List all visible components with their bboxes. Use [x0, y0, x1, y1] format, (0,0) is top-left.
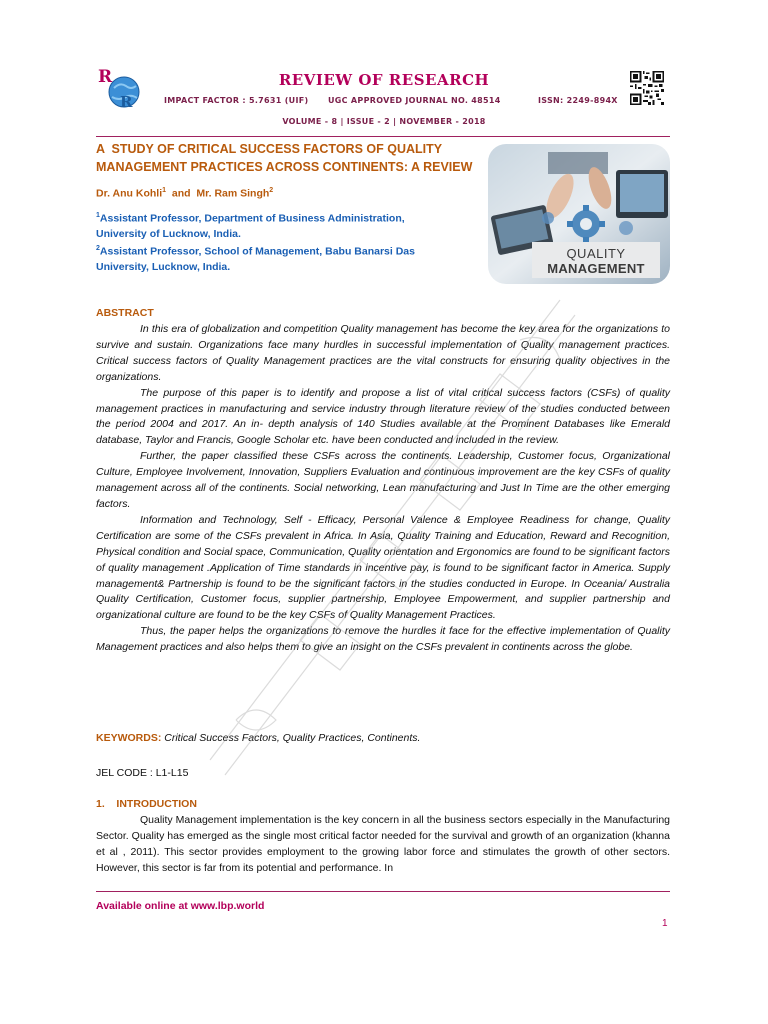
- page-number: 1: [662, 918, 668, 929]
- abstract-heading: ABSTRACT: [96, 307, 154, 319]
- header-divider: [96, 136, 670, 137]
- image-caption-line-2: MANAGEMENT: [547, 261, 645, 276]
- volume-issue: VOLUME - 8 | ISSUE - 2 | NOVEMBER - 2018: [282, 117, 486, 126]
- abstract-paragraph: The purpose of this paper is to identify and propose a list of vital critical success factors (CSFs) of quality management practices in manufacturing and service industry through literature review of the studies conducted between the period 2004 and 2017. An in- depth analysis of 140 Studies available at the Prominent Databases like Emerald database, Taylor and Francis, Google Scholar etc. have been conducted and included in the review.: [96, 386, 670, 447]
- affiliation-1-line-1: Assistant Professor, Department of Business Administration,: [99, 212, 405, 225]
- journal-title: REVIEW OF RESEARCH: [278, 71, 490, 89]
- paper-title: [96, 140, 476, 176]
- affiliation-2: [96, 241, 446, 276]
- introduction-heading: 1. INTRODUCTION: [96, 798, 197, 810]
- author-and: and: [166, 187, 197, 200]
- abstract-body: [96, 322, 670, 656]
- author-1-sup: 1: [162, 187, 167, 194]
- ugc-approval: UGC APPROVED JOURNAL NO. 48514: [328, 96, 501, 105]
- jel-code: JEL CODE : L1-L15: [96, 767, 189, 779]
- available-online: Available online at www.lbp.world: [96, 900, 265, 912]
- keywords-text: Critical Success Factors, Quality Practices, Continents.: [161, 732, 421, 744]
- quality-management-image: [488, 144, 670, 284]
- title-line-1: A STUDY OF CRITICAL SUCCESS FACTORS OF QUALITY: [96, 142, 443, 156]
- author-1: Dr. Anu Kohli: [96, 187, 163, 200]
- affiliation-2-line-2: University, Lucknow, India.: [96, 261, 231, 273]
- affiliation-1-sup: 1: [96, 212, 100, 219]
- author-2: Mr. Ram Singh: [196, 187, 270, 200]
- issn: ISSN: 2249-894X: [538, 96, 618, 105]
- abstract-paragraph: Thus, the paper helps the organizations to remove the hurdles it face for the effective implementation of Quality Management practices and also helps them to give an insight on the CSFs prevalent in continents across the globe.: [96, 625, 670, 654]
- keywords: [96, 732, 420, 744]
- affiliation-2-line-1: Assistant Professor, School of Management, Babu Banarsi Das: [99, 245, 415, 258]
- affiliation-2-sup: 2: [96, 245, 100, 252]
- abstract-paragraph: Information and Technology, Self - Efficacy, Personal Valence & Employee Readiness for change, Quality Certification are some of the CSFs prevalent in Africa. In Asia, Quality Training and Education, Reward and Recognition, Physical condition and Social space, Communication, Quality orientation and Ergonomics are found to be significant factors of quality management .Application of Time standards in incentive pay, is found to be significant factor in America. Supply management& Partnership is found to be the significant factors in the studies conducted in Europe. In Oceania/ Australia Quality Certification, Customer focus, supplier partnership, Employee Empowerment, and supplier partnership and organizational culture are found to be the key CSFs of Quality Management Practices.: [96, 513, 670, 622]
- image-caption-line-1: QUALITY: [566, 246, 626, 261]
- author-2-sup: 2: [269, 187, 274, 194]
- impact-factor: IMPACT FACTOR : 5.7631 (UIF): [164, 96, 309, 105]
- affiliation-1-line-2: University of Lucknow, India.: [96, 228, 241, 240]
- svg-text:R: R: [98, 67, 113, 87]
- affiliation-1: [96, 208, 446, 243]
- title-line-2: MANAGEMENT PRACTICES ACROSS CONTINENTS: A REVIEW: [96, 160, 473, 174]
- introduction-text: Quality Management implementation is the key concern in all the business sectors especially in the Manufacturing Sector. Quality has emerged as the single most critical factor needed for the survival and growth of an organization (khanna et al , 2011). This sector provides employment to the growing labor force and stimulates the growth of other sectors. However, this sector is far from its potential and performance. In: [96, 814, 670, 874]
- qr-code-icon: [630, 71, 664, 105]
- abstract-paragraph: Further, the paper classified these CSFs across the continents. Leadership, Customer focus, Organizational Culture, Employee Involvement, Innovation, Suppliers Evaluation and continuous improvement are the key CSFs of quality management across all of the continents. Social networking, Lean manufacturing and Just In Time are the other emerging factors.: [96, 450, 670, 510]
- keywords-label: KEYWORDS:: [96, 732, 162, 744]
- svg-text:R: R: [120, 93, 133, 110]
- authors: [96, 187, 273, 200]
- footer-divider: [96, 891, 670, 892]
- abstract-paragraph: In this era of globalization and competition Quality management has become the key area for the organizations to survive and sustain. Organizations face many hurdles in successful implementation of Quality management practices. Critical success factors of Quality Management practices are the vital constructs for ensuring quality objectives in the organizations.: [96, 323, 670, 383]
